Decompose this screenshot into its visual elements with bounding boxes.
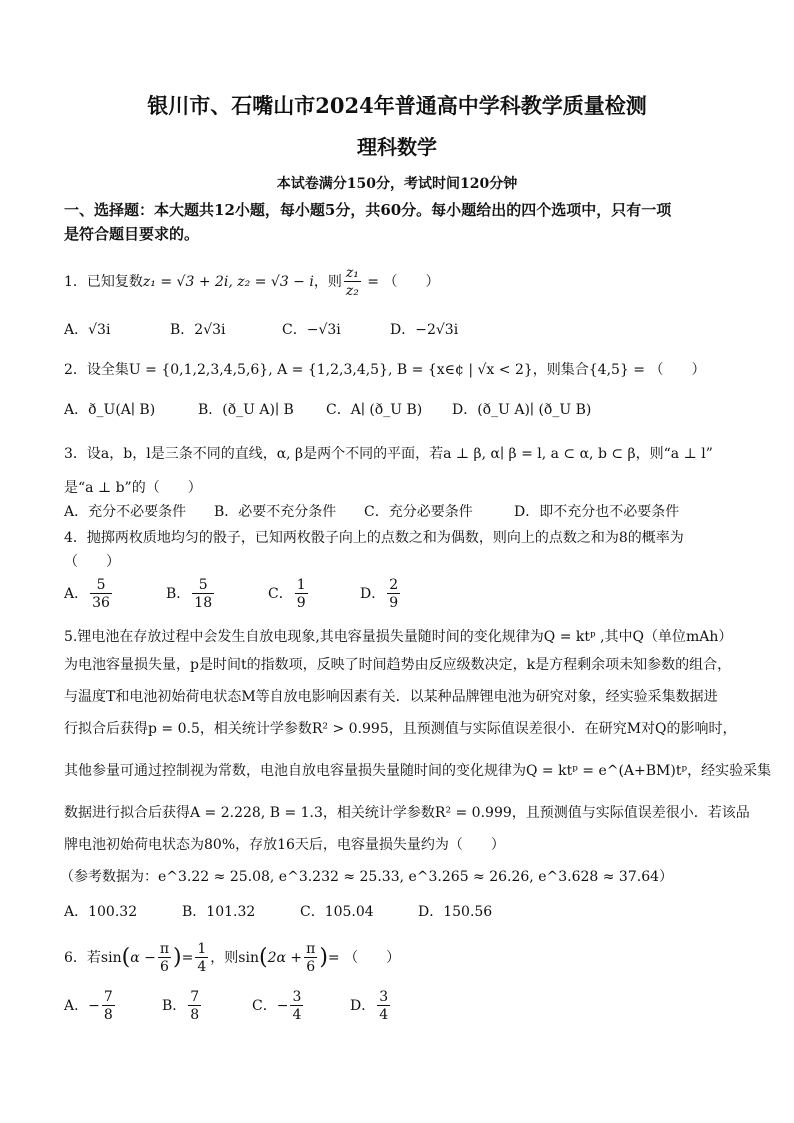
exam-title: 银川市、石嘴山市2024年普通高中学科教学质量检测 <box>147 93 647 118</box>
q4-a-fraction <box>90 578 112 610</box>
q6-val-den: 4 <box>197 959 207 975</box>
q1-frac-num: z₁ <box>345 265 359 281</box>
q4-d-fraction <box>387 578 400 610</box>
exam-info: 本试卷满分150分，考试时间120分钟 <box>276 176 518 192</box>
q6-a-den: 8 <box>103 1007 113 1023</box>
q6-d-fraction <box>377 990 390 1022</box>
q4-c-num: 1 <box>296 577 306 593</box>
q6-c-label: C．− <box>252 998 289 1014</box>
q6-option-a <box>64 990 117 1022</box>
q2-option-b: B．(ð_U A)∣ B <box>198 402 294 418</box>
q6-pi-over-6 <box>158 942 171 974</box>
q6-a-label: A．− <box>64 998 100 1014</box>
q6-pi-den: 6 <box>159 959 169 975</box>
question-5-line1: 5.锂电池在存放过程中会发生自放电现象,其电容量损失量随时间的变化规律为Q = ktᵖ ,其中Q（单位mAh） <box>64 629 733 645</box>
q6-option-d <box>350 990 392 1022</box>
q4-option-d <box>360 578 402 610</box>
q6-pi-den-2: 6 <box>306 959 316 975</box>
q1-fraction <box>344 266 361 298</box>
q6-option-c <box>252 990 305 1022</box>
q5-option-b: B．101.32 <box>182 904 256 920</box>
question-1-stem <box>64 266 439 298</box>
q6-alpha-minus: α − <box>130 950 156 966</box>
question-6-stem: 6．若sin(α − $\frac{\pi}{6}$ )= $\frac{1}{4}$ ，则sin(2α + $\frac{\pi}{6}$ )= （ ） <box>64 941 401 975</box>
q4-b-fraction <box>192 578 214 610</box>
section-heading-line2: 是符合题目要求的。 <box>64 225 200 243</box>
q4-c-den: 9 <box>296 595 306 611</box>
q4-option-a <box>64 578 114 610</box>
q4-option-b <box>166 578 216 610</box>
q6-d-label: D． <box>350 998 376 1014</box>
q1-stem-expr: z₁ = √3 + 2i, z₂ = √3 − i <box>142 274 314 290</box>
q4-b-den: 18 <box>194 595 213 611</box>
q4-a-label: A． <box>64 586 89 602</box>
q6-c-num: 3 <box>292 989 302 1005</box>
q1-stem-end: = （ ） <box>362 274 440 290</box>
q1-option-d: D．−2√3i <box>390 322 459 338</box>
q5-option-d: D．150.56 <box>418 904 493 920</box>
q1-stem-then: ，则 <box>313 274 342 290</box>
question-5-line8: （参考数据为：e^3.22 ≈ 25.08, e^3.232 ≈ 25.33, e^3.265 ≈ 26.26, e^3.628 ≈ 37.64） <box>60 869 674 885</box>
q6-pi-over-6-second <box>304 942 317 974</box>
q1-frac-den: z₂ <box>345 283 359 299</box>
q4-a-den: 36 <box>92 595 110 611</box>
q2-option-c: C．A∣ (ð_U B) <box>326 402 423 418</box>
q4-a-num: 5 <box>90 578 112 594</box>
q1-option-b: B．2√3i <box>170 322 226 338</box>
q6-pi-num: π <box>159 941 170 957</box>
question-3-line1: 3．设a，b，l是三条不同的直线，α, β是两个不同的平面，若a ⊥ β, α∣ β = l, a ⊂ α, b ⊂ β，则“a ⊥ l” <box>64 446 713 462</box>
q6-d-den: 4 <box>379 1007 389 1023</box>
q6-c-fraction <box>290 990 303 1022</box>
q6-b-fraction <box>188 990 201 1022</box>
q3-option-d: D．即不充分也不必要条件 <box>514 504 680 520</box>
q4-d-label: D． <box>360 586 386 602</box>
q4-d-num: 2 <box>389 577 399 593</box>
q1-stem-prefix: 1．已知复数 <box>64 274 143 290</box>
q6-value-fraction <box>195 942 208 974</box>
q6-pi-num-2: π <box>306 941 316 957</box>
q6-val-num: 1 <box>197 941 207 957</box>
q6-option-b <box>162 990 203 1022</box>
q4-c-label: C． <box>268 586 293 602</box>
q4-b-num: 5 <box>192 578 214 594</box>
section-heading-line1: 一、选择题：本大题共12小题，每小题5分，共60分。每小题给出的四个选项中，只有一项 <box>64 201 672 219</box>
question-5-line3: 与温度T和电池初始荷电状态M等自放电影响因素有关．以某种品牌锂电池为研究对象，经实验采集数据进 <box>64 689 718 705</box>
question-5-line6: 数据进行拟合后获得A = 2.228, B = 1.3，相关统计学参数R² = 0.999，且预测值与实际值误差很小．若该品 <box>64 805 750 821</box>
q6-stem-prefix: 6．若sin <box>64 950 122 966</box>
q3-option-c: C．充分必要条件 <box>364 504 473 520</box>
q2-option-a: A．ð_U(A∣ B) <box>64 402 156 418</box>
question-4-line2: （ ） <box>64 554 120 570</box>
q5-option-a: A．100.32 <box>64 904 138 920</box>
q6-c-den: 4 <box>292 1007 302 1023</box>
q6-a-num: 7 <box>103 989 113 1005</box>
q6-two-alpha-plus: 2α + <box>267 950 303 966</box>
q6-d-num: 3 <box>379 989 389 1005</box>
question-2-stem: 2．设全集U = {0,1,2,3,4,5,6}, A = {1,2,3,4,5}, B = {x∈¢ | √x < 2}，则集合{4,5} = （ ） <box>64 362 706 378</box>
q2-option-d: D．(ð_U A)∣ (ð_U B) <box>452 402 592 418</box>
question-5-line5: 其他参量可通过控制视为常数，电池自放电容量损失量随时间的变化规律为Q = ktᵖ = e^(A+BM)tᵖ，经实验采集 <box>64 763 772 779</box>
question-5-line7: 牌电池初始荷电状态为80%，存放16天后，电容量损失量约为（ ） <box>64 837 505 853</box>
q6-b-den: 8 <box>190 1007 200 1023</box>
q6-b-label: B． <box>162 998 187 1014</box>
q6-b-num: 7 <box>190 989 200 1005</box>
q3-option-a: A．充分不必要条件 <box>64 504 187 520</box>
q6-then-sin: ，则sin <box>210 950 259 966</box>
q1-option-a: A．√3i <box>64 322 111 338</box>
question-5-line4: 行拟合后获得p = 0.5，相关统计学参数R² > 0.995，且预测值与实际值误差很小．在研究M对Q的影响时， <box>64 721 737 737</box>
q1-option-c: C．−√3i <box>282 322 341 338</box>
q6-stem-end: = （ ） <box>327 950 401 966</box>
exam-subject: 理科数学 <box>357 135 437 159</box>
q4-b-label: B． <box>166 586 191 602</box>
question-3-line2: 是“a ⊥ b”的（ ） <box>64 480 202 496</box>
q3-option-b: B．必要不充分条件 <box>214 504 337 520</box>
question-5-line2: 为电池容量损失量，p是时间t的指数项，反映了时间趋势由反应级数决定，k是方程剩余项未知参数的组合， <box>64 657 732 673</box>
q6-equals: = <box>181 950 194 966</box>
q5-option-c: C．105.04 <box>300 904 374 920</box>
q4-c-fraction <box>295 578 308 610</box>
q4-option-c <box>268 578 310 610</box>
question-4-line1: 4．抛掷两枚质地均匀的骰子，已知两枚骰子向上的点数之和为偶数，则向上的点数之和为8的概率为 <box>64 530 684 546</box>
q4-d-den: 9 <box>389 595 399 611</box>
q6-a-fraction <box>102 990 115 1022</box>
